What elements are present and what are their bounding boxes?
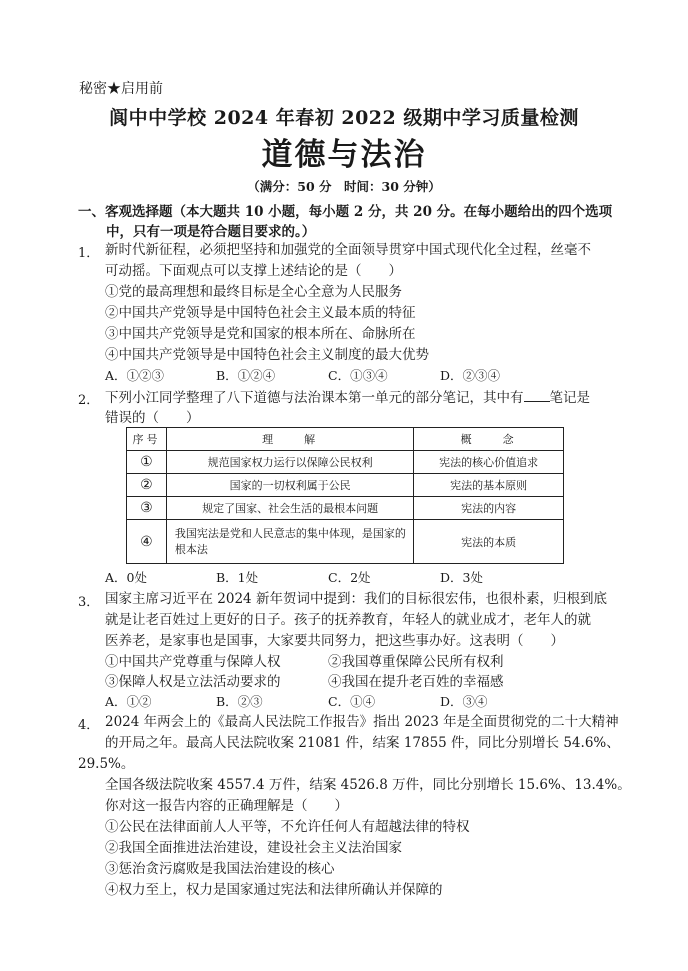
row-index: ① [127,451,167,474]
q4-stem-line1: 2024 年两会上的《最高人民法院工作报告》指出 2023 年是全面贯彻党的二十大精神 [105,714,619,730]
q1-option-b[interactable]: B．①②④ [216,368,276,383]
q1-stem-line1: 新时代新征程，必须把坚持和加强党的全面领导贯穿中国式现代化全过程，丝毫不 [105,242,591,258]
q1-option-a[interactable]: A．①②③ [105,368,165,383]
q1-number: 1． [78,246,100,261]
table-header-concept: 概 念 [414,428,564,451]
q3-option-a[interactable]: A．①② [105,694,152,709]
q4-stem-line2: 的开局之年。最高人民法院收案 21081 件，结案 17855 件，同比分别增长 54.6%、 [105,735,620,751]
subject-title: 道德与法治 [261,137,427,173]
table-row [127,497,564,520]
exam-info: （满分：50 分 时间：30 分钟） [247,179,441,194]
q2-stem-line1-part2: 笔记是 [549,390,590,406]
q2-stem-line2: 错误的（ ） [105,410,200,426]
section-heading-line2: 中，只有一项是符合题目要求的。） [106,224,316,240]
q1-statement-3: ③中国共产党领导是党和国家的根本所在、命脉所在 [105,326,416,342]
section-heading-line1: 一、客观选择题（本大题共 10 小题，每小题 2 分，共 20 分。在每小题给出的四个选项 [78,204,613,220]
row-concept: 宪法的核心价值追求 [414,451,564,474]
row-concept: 宪法的本质 [414,520,564,564]
q1-statement-1: ①党的最高理想和最终目标是全心全意为人民服务 [105,284,402,300]
q2-option-b[interactable]: B．1处 [216,570,259,585]
table-header-index: 序号 [127,428,167,451]
q4-statement-4: ④权力至上，权力是国家通过宪法和法律所确认并保障的 [105,882,443,898]
q3-stem-line2: 就是让老百姓过上更好的日子。孩子的抚养教育，年轻人的就业成才，老年人的就 [105,612,591,628]
q4-stem-line3: 29.5%。 [78,756,135,772]
q3-stem-line3: 医养老，是家事也是国事，大家要共同努力，把这些事办好。这表明（ ） [105,633,564,649]
notes-table [126,427,564,564]
q2-option-c[interactable]: C．2处 [328,570,371,585]
q2-number: 2． [78,393,100,408]
row-concept: 宪法的内容 [414,497,564,520]
q2-answer-blank[interactable] [524,387,550,402]
row-concept: 宪法的基本原则 [414,474,564,497]
q2-option-a[interactable]: A．0处 [105,570,147,585]
q2-stem-line1-part1: 下列小江同学整理了八下道德与法治课本第一单元的部分笔记，其中有 [105,390,524,406]
q2-option-d[interactable]: D．3处 [440,570,483,585]
row-index: ④ [127,520,167,564]
q4-statement-2: ②我国全面推进法治建设，建设社会主义法治国家 [105,840,402,856]
q1-stem-line2: 可动摇。下面观点可以支撑上述结论的是（ ） [105,263,402,279]
q2-stem-line1 [105,387,590,408]
q1-statement-2: ②中国共产党领导是中国特色社会主义最本质的特征 [105,305,416,321]
q3-stem-line1: 国家主席习近平在 2024 新年贺词中提到：我们的目标很宏伟，也很朴素，归根到底 [105,591,607,607]
q1-option-c[interactable]: C．①③④ [328,368,388,383]
q4-statement-3: ③惩治贪污腐败是我国法治建设的核心 [105,861,335,877]
school-title: 阆中中学校 2024 年春初 2022 级期中学习质量检测 [109,107,579,129]
row-index: ② [127,474,167,497]
table-header-understanding: 理 解 [166,428,413,451]
q3-option-d[interactable]: D．③④ [440,694,488,709]
table-row [127,520,564,564]
row-understanding: 规定了国家、社会生活的最根本问题 [166,497,413,520]
row-understanding: 国家的一切权利属于公民 [166,474,413,497]
q1-statement-4: ④中国共产党领导是中国特色社会主义制度的最大优势 [105,347,429,363]
q3-statement-3: ③保障人权是立法活动要求的 [105,674,281,690]
table-row [127,451,564,474]
q3-statement-2: ②我国尊重保障公民所有权利 [328,654,504,670]
q3-option-c[interactable]: C．①④ [328,694,376,709]
q1-option-d[interactable]: D．②③④ [440,368,501,383]
q4-number: 4． [78,718,100,733]
row-index: ③ [127,497,167,520]
q3-statement-1: ①中国共产党尊重与保障人权 [105,654,281,670]
q3-number: 3． [78,595,100,610]
row-understanding: 我国宪法是党和人民意志的集中体现，是国家的根本法 [166,520,413,564]
q3-statement-4: ④我国在提升老百姓的幸福感 [328,674,504,690]
table-header-row [127,428,564,451]
q4-statement-1: ①公民在法律面前人人平等，不允许任何人有超越法律的特权 [105,819,470,835]
table-row [127,474,564,497]
q4-stem-line5: 你对这一报告内容的正确理解是（ ） [105,798,348,814]
row-understanding: 规范国家权力运行以保障公民权利 [166,451,413,474]
q4-stem-line4: 全国各级法院收案 4557.4 万件，结案 4526.8 万件，同比分别增长 15.6%、13.4%。 [105,777,631,793]
confidential-mark: 秘密★启用前 [79,81,163,97]
q3-option-b[interactable]: B．②③ [216,694,263,709]
